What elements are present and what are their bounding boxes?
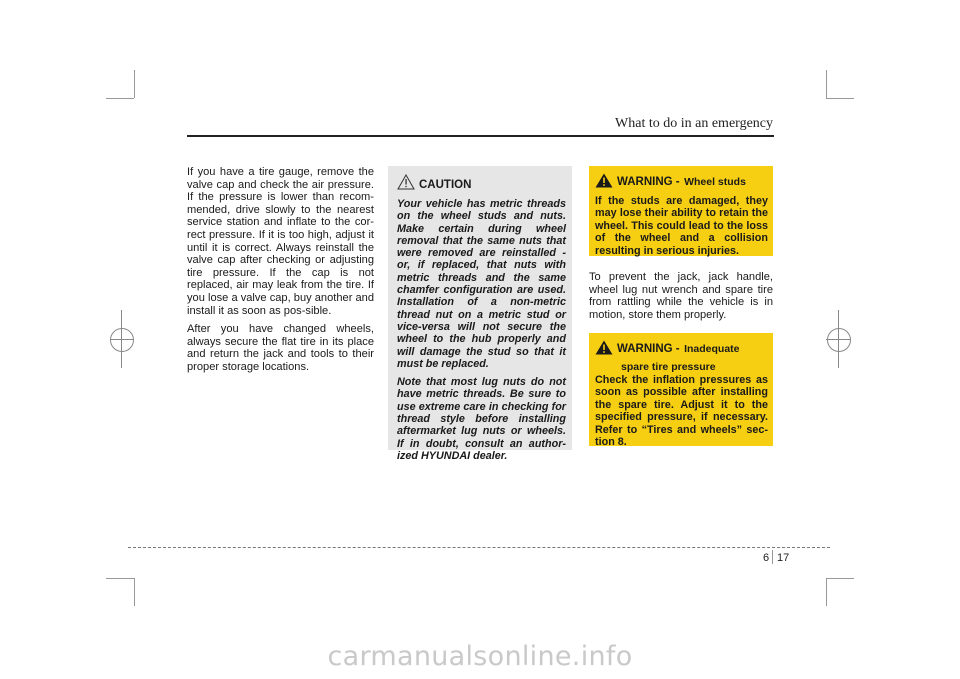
caution-box	[388, 166, 572, 462]
crop-mark	[106, 98, 134, 99]
warning-box-spare-tire-pressure	[589, 333, 773, 449]
caution-title: CAUTION	[419, 178, 472, 191]
warning-triangle-icon	[595, 340, 613, 360]
crop-mark	[134, 70, 135, 98]
warning-title: WARNING -	[617, 176, 680, 188]
crop-mark	[134, 578, 135, 606]
registration-mark	[827, 328, 851, 352]
footer-rule	[128, 547, 830, 548]
warning-subtitle-line2: spare tire pressure	[621, 361, 716, 373]
crop-mark	[826, 578, 827, 606]
crop-mark	[106, 578, 134, 579]
caution-triangle-icon	[397, 174, 415, 195]
paragraph: To prevent the jack, jack handle, wheel lug nut wrench and spare tire from rattling while the vehicle is in motion, store them properly.	[589, 271, 773, 321]
warning-subtitle: Inadequate	[684, 343, 740, 355]
page-number-separator	[772, 550, 773, 564]
body-text-column	[589, 271, 773, 321]
section-title: What to do in an emergency	[615, 116, 773, 131]
crop-mark	[826, 98, 854, 99]
crop-mark	[826, 70, 827, 98]
body-text-column	[187, 166, 374, 380]
caution-paragraph: Your vehicle has metric threads on the wheel studs and nuts. Make certain during wheel removal that the same nuts that were removed are reinstalled - or, if replaced, that nuts with metric threads and the same chamfer configuration are used. Installation of a non-metric thread nut on a metric stud or vice-versa will not secure the wheel to the hub properly and will damage the stud so that it must be replaced.	[397, 198, 566, 370]
warning-header	[595, 172, 768, 193]
registration-mark	[110, 328, 134, 352]
crop-mark	[826, 578, 854, 579]
chapter-number: 6	[763, 552, 770, 564]
warning-body: Check the inflation pressures as soon as possible after installing the spare tire. Adjust it to the specified pressure, if necessary. Refer to “Tires and wheels” sec-tion 8.	[595, 374, 768, 449]
page-number: 17	[777, 552, 790, 564]
warning-box-wheel-studs	[589, 166, 773, 256]
caution-paragraph: Note that most lug nuts do not have metric threads. Be sure to use extreme care in checking for thread style before installing aftermarket lug nuts or wheels. If in doubt, consult an author-ized HYUNDAI dealer.	[397, 376, 566, 462]
caution-header	[397, 174, 566, 195]
warning-body: If the studs are damaged, they may lose their ability to retain the wheel. This could lead to the loss of the wheel and a collision resulting in serious injuries.	[595, 195, 768, 257]
warning-subtitle: Wheel studs	[684, 176, 746, 188]
warning-header	[595, 339, 768, 360]
paragraph: If you have a tire gauge, remove the valve cap and check the air pressure. If the pressure is lower than recom-mended, drive slowly to the nearest service station and inflate to the cor-rect pressure. If it is too high, adjust it until it is correct. Always reinstall the valve cap after checking or adjusting tire pressure. If the cap is not replaced, air may leak from the tire. If you lose a valve cap, buy another and install it as soon as pos-sible.	[187, 166, 374, 317]
header-rule	[187, 135, 774, 137]
warning-title: WARNING -	[617, 343, 680, 355]
warning-triangle-icon	[595, 173, 613, 193]
watermark: carmanualsonline.info	[327, 641, 633, 672]
paragraph: After you have changed wheels, always secure the flat tire in its place and return the jack and tools to their proper storage locations.	[187, 323, 374, 373]
